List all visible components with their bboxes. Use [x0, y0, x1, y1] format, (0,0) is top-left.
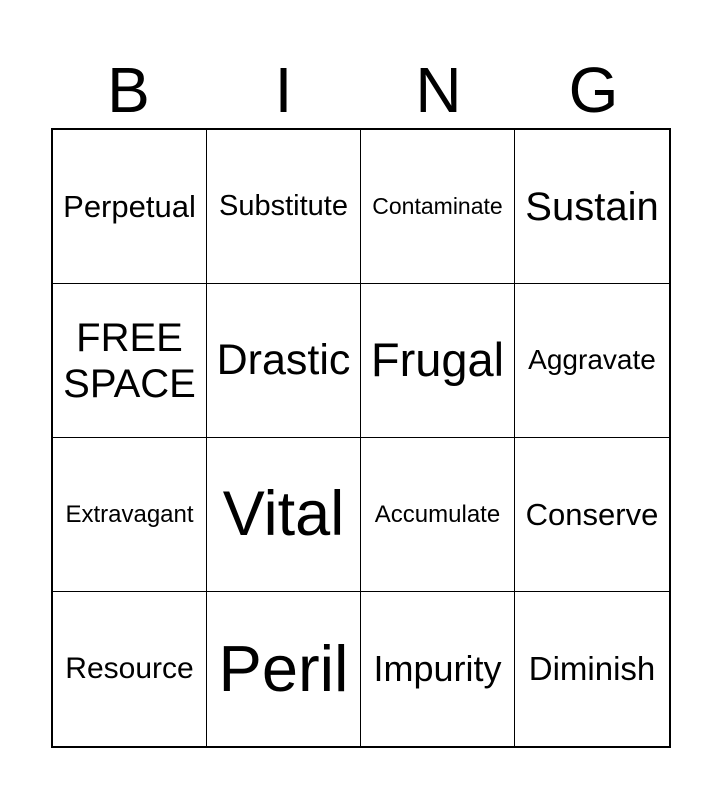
bingo-cell[interactable]: Conserve — [515, 438, 669, 592]
bingo-header — [51, 52, 671, 128]
bingo-cell[interactable]: Drastic — [207, 284, 361, 438]
bingo-cell[interactable]: Peril — [207, 592, 361, 746]
bingo-cell[interactable]: Extravagant — [53, 438, 207, 592]
bingo-cell[interactable]: Diminish — [528, 650, 656, 688]
bingo-cell[interactable]: Perpetual — [53, 130, 207, 284]
bingo-cell[interactable]: Accumulate — [361, 438, 515, 592]
header-letter-n: N — [415, 54, 462, 126]
bingo-cell[interactable]: Sustain — [515, 130, 669, 284]
free-space-cell[interactable]: FREE SPACE — [53, 284, 207, 438]
bingo-cell[interactable]: Contaminate — [361, 130, 515, 284]
bingo-cell[interactable]: Aggravate — [515, 284, 669, 438]
header-letter-i: I — [274, 54, 293, 126]
bingo-cell[interactable]: Resource — [53, 592, 207, 746]
bingo-cell[interactable]: Substitute — [207, 130, 361, 284]
bingo-board — [51, 128, 671, 748]
bingo-cell[interactable]: Impurity — [361, 592, 515, 746]
header-letter-g: G — [568, 54, 619, 126]
header-letter-b: B — [107, 54, 150, 126]
bingo-cell[interactable]: Vital — [207, 438, 361, 592]
bingo-cell[interactable]: Frugal — [361, 284, 515, 438]
